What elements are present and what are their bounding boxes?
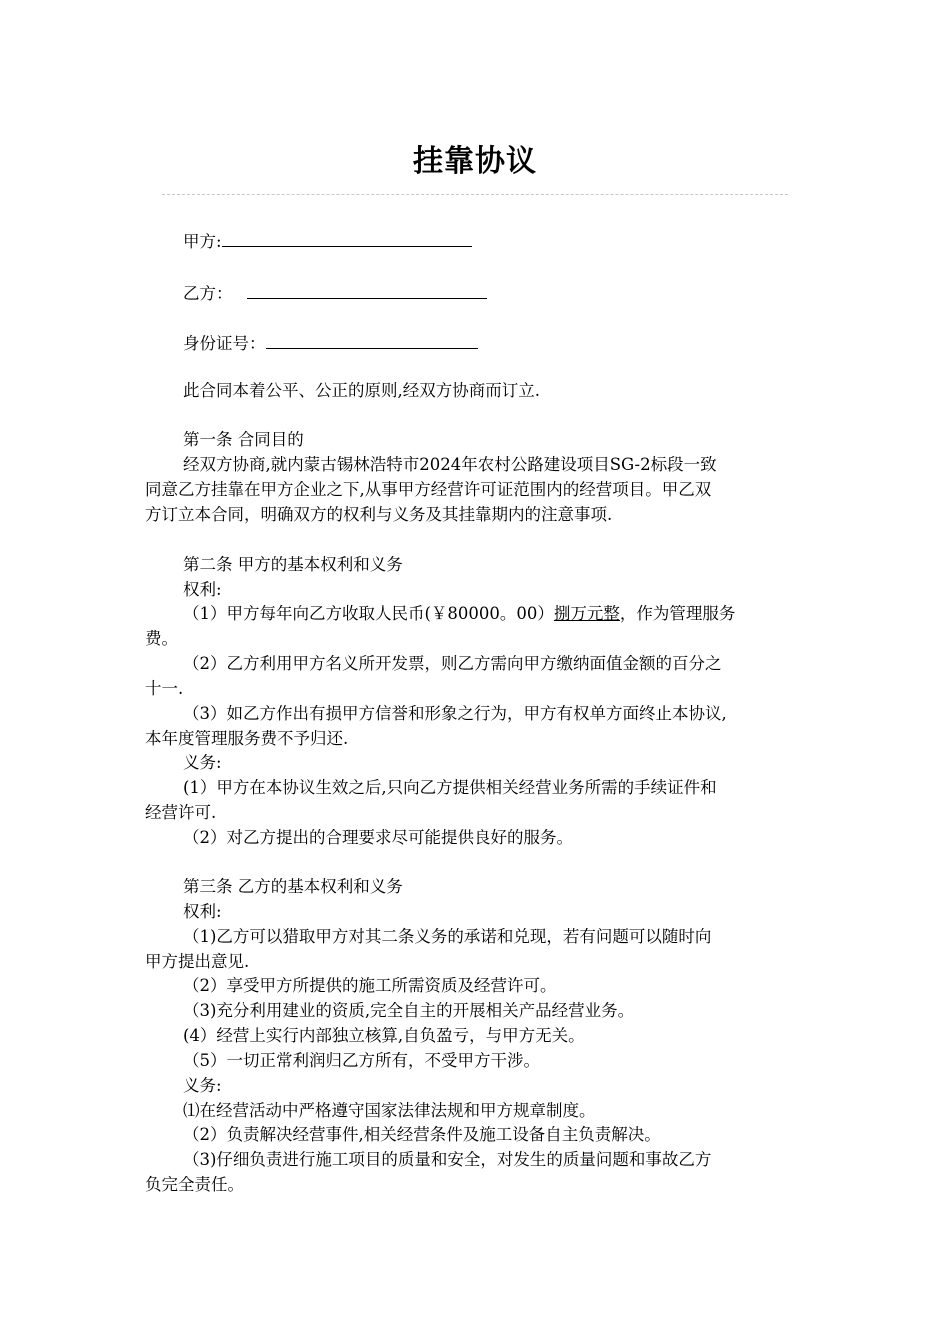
article2-right-1-text: （1）甲方每年向乙方收取人民币(￥80000。00）: [183, 604, 554, 623]
article3-right-1: （1)乙方可以猎取甲方对其二条义务的承诺和兑现，若有问题可以随时向: [183, 927, 712, 946]
article3-duty-2: （2）负责解决经营事件,相关经营条件及施工设备自主负责解决。: [183, 1125, 661, 1144]
article2-heading: 第二条 甲方的基本权利和义务: [183, 555, 403, 574]
article2-right-3-cont: 本年度管理服务费不予归还.: [145, 729, 349, 748]
article2-right-1: [183, 603, 810, 625]
article3-right-1-cont: 甲方提出意见.: [145, 952, 250, 971]
article2-duty-1-cont: 经营许可.: [145, 803, 217, 822]
article3-rights-label: 权利:: [183, 902, 222, 921]
id-number-field: [183, 332, 810, 355]
article3-right-2: （2）享受甲方所提供的施工所需资质及经营许可。: [183, 976, 557, 995]
party-a-field: [183, 230, 810, 253]
article3-right-3: （3)充分利用建业的资质,完全自主的开展相关产品经营业务。: [183, 1001, 635, 1020]
article2-right-1-cont: 费。: [145, 629, 178, 648]
article1-line: 经双方协商,就内蒙古锡林浩特市2024年农村公路建设项目SG-2标段一致: [183, 455, 717, 474]
article2-right-2-cont: 十一.: [145, 679, 184, 698]
document-title: 挂靠协议: [413, 144, 537, 179]
article2-right-3: （3）如乙方作出有损甲方信誉和形象之行为，甲方有权单方面终止本协议,: [183, 704, 727, 723]
article2-duty-1: (1）甲方在本协议生效之后,只向乙方提供相关经营业务所需的手续证件和: [183, 778, 717, 797]
article1-heading: 第一条 合同目的: [183, 430, 304, 449]
article3-duty-3-cont: 负完全责任。: [145, 1175, 244, 1194]
article2-right-1-tail: ，作为管理服务: [619, 604, 736, 623]
article1-line: 同意乙方挂靠在甲方企业之下,从事甲方经营许可证范围内的经营项目。甲乙双: [145, 480, 712, 499]
article2-duties-label: 义务:: [183, 753, 222, 772]
article3-right-4: (4）经营上实行内部独立核算,自负盈亏，与甲方无关。: [183, 1026, 585, 1045]
party-a-label: 甲方:: [183, 232, 222, 251]
article2-duty-2: （2）对乙方提出的合理要求尽可能提供良好的服务。: [183, 828, 573, 847]
title-divider: [162, 194, 788, 195]
article3-duty-3: （3)仔细负责进行施工项目的质量和安全，对发生的质量问题和事故乙方: [183, 1150, 712, 1169]
article3-heading: 第三条 乙方的基本权利和义务: [183, 877, 403, 896]
party-a-blank: [222, 230, 472, 247]
party-b-field: [183, 282, 810, 305]
id-number-label: 身份证号：: [183, 334, 266, 353]
article2-right-2: （2）乙方利用甲方名义所开发票，则乙方需向甲方缴纳面值金额的百分之: [183, 654, 722, 673]
article3-duty-1: ⑴在经营活动中严格遵守国家法律法规和甲方规章制度。: [183, 1101, 596, 1120]
id-number-blank: [266, 332, 478, 349]
intro-text: 此合同本着公平、公正的原则,经双方协商而订立.: [183, 381, 540, 400]
fee-amount-words: 捌万元整: [553, 604, 620, 623]
party-b-label: 乙方：: [183, 284, 233, 303]
article3-right-5: （5）一切正常利润归乙方所有，不受甲方干涉。: [183, 1051, 540, 1070]
article1-line: 方订立本合同，明确双方的权利与义务及其挂靠期内的注意事项.: [145, 505, 613, 524]
article2-rights-label: 权利:: [183, 580, 222, 599]
party-b-blank: [247, 282, 487, 299]
article3-duties-label: 义务:: [183, 1076, 222, 1095]
